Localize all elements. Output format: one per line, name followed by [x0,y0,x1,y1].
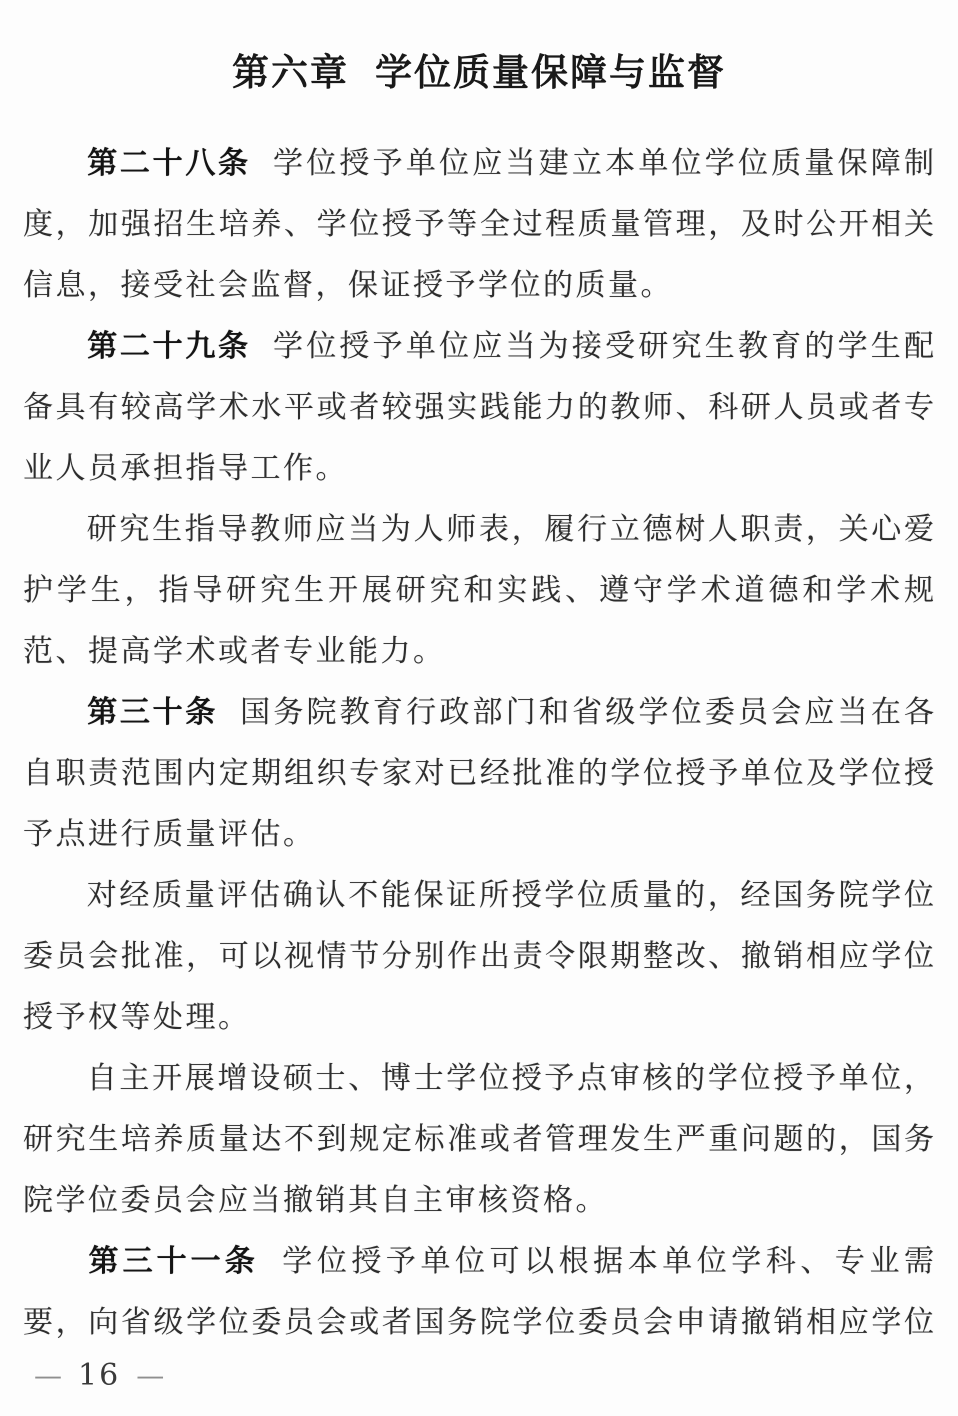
term-gap [251,172,271,173]
text-line [23,682,935,743]
self-review-paragraph [23,1048,935,1231]
text-line [23,499,935,560]
text-line [23,133,935,194]
supervisor-duty-paragraph [23,499,935,682]
text-line [23,865,935,926]
text-line: 自职责范围内定期组织专家对已经批准的学位授予单位及学位授 [23,756,935,791]
text-line: 院学位委员会应当撤销其自主审核资格。 [23,1183,608,1218]
text-line [23,1048,935,1109]
footer-dash-left: — [34,1359,62,1392]
article-number: 第三十条 [85,695,218,730]
article-number: 第三十一条 [85,1244,259,1279]
line-text: 学位授予单位应当建立本单位学位质量保障制 [270,146,935,181]
line-text: 研究生指导教师应当为人师表，履行立德树人职责，关心爱 [85,512,935,547]
chapter-title [0,42,958,96]
article-number: 第二十八条 [85,146,251,181]
indent [23,1270,85,1271]
page-footer [34,1356,164,1396]
chapter-number: 第六章 [232,50,349,94]
text-line: 信息，接受社会监督，保证授予学位的质量。 [23,268,673,303]
indent [23,172,85,173]
line-text: 国务院教育行政部门和省级学位委员会应当在各 [237,695,935,730]
text-line: 授予权等处理。 [23,1000,251,1035]
term-gap [259,1270,279,1271]
indent [23,538,85,539]
line-text: 自主开展增设硕士、博士学位授予点审核的学位授予单位， [85,1061,935,1096]
article-28-paragraph [23,133,935,316]
text-line: 备具有较高学术水平或者较强实践能力的教师、科研人员或者专 [23,390,935,425]
document-body [23,133,935,1353]
text-line: 度，加强招生培养、学位授予等全过程质量管理，及时公开相关 [23,207,935,242]
chapter-name: 学位质量保障与监督 [375,50,726,94]
quality-evaluation-paragraph [23,865,935,1048]
line-text: 学位授予单位可以根据本单位学科、专业需 [278,1244,935,1279]
text-line: 护学生，指导研究生开展研究和实践、遵守学术道德和学术规 [23,573,935,608]
line-text: 学位授予单位应当为接受研究生教育的学生配 [270,329,935,364]
article-30-paragraph [23,682,935,865]
indent [23,1087,85,1088]
text-line: 予点进行质量评估。 [23,817,316,852]
term-gap [251,355,271,356]
text-line: 委员会批准，可以视情节分别作出责令限期整改、撤销相应学位 [23,939,935,974]
term-gap [218,721,238,722]
article-31-paragraph [23,1231,935,1353]
article-29-paragraph [23,316,935,499]
text-line: 范、提高学术或者专业能力。 [23,634,446,669]
indent [23,904,85,905]
text-line: 要，向省级学位委员会或者国务院学位委员会申请撤销相应学位 [23,1305,935,1340]
text-line [23,316,935,377]
article-number: 第二十九条 [85,329,251,364]
text-line [23,1231,935,1292]
text-line: 业人员承担指导工作。 [23,451,348,486]
page-number: 16 [78,1358,121,1393]
text-line: 研究生培养质量达不到规定标准或者管理发生严重问题的，国务 [23,1122,935,1157]
indent [23,355,85,356]
indent [23,721,85,722]
footer-dash-right: — [136,1359,165,1392]
line-text: 对经质量评估确认不能保证所授学位质量的，经国务院学位 [85,878,935,913]
